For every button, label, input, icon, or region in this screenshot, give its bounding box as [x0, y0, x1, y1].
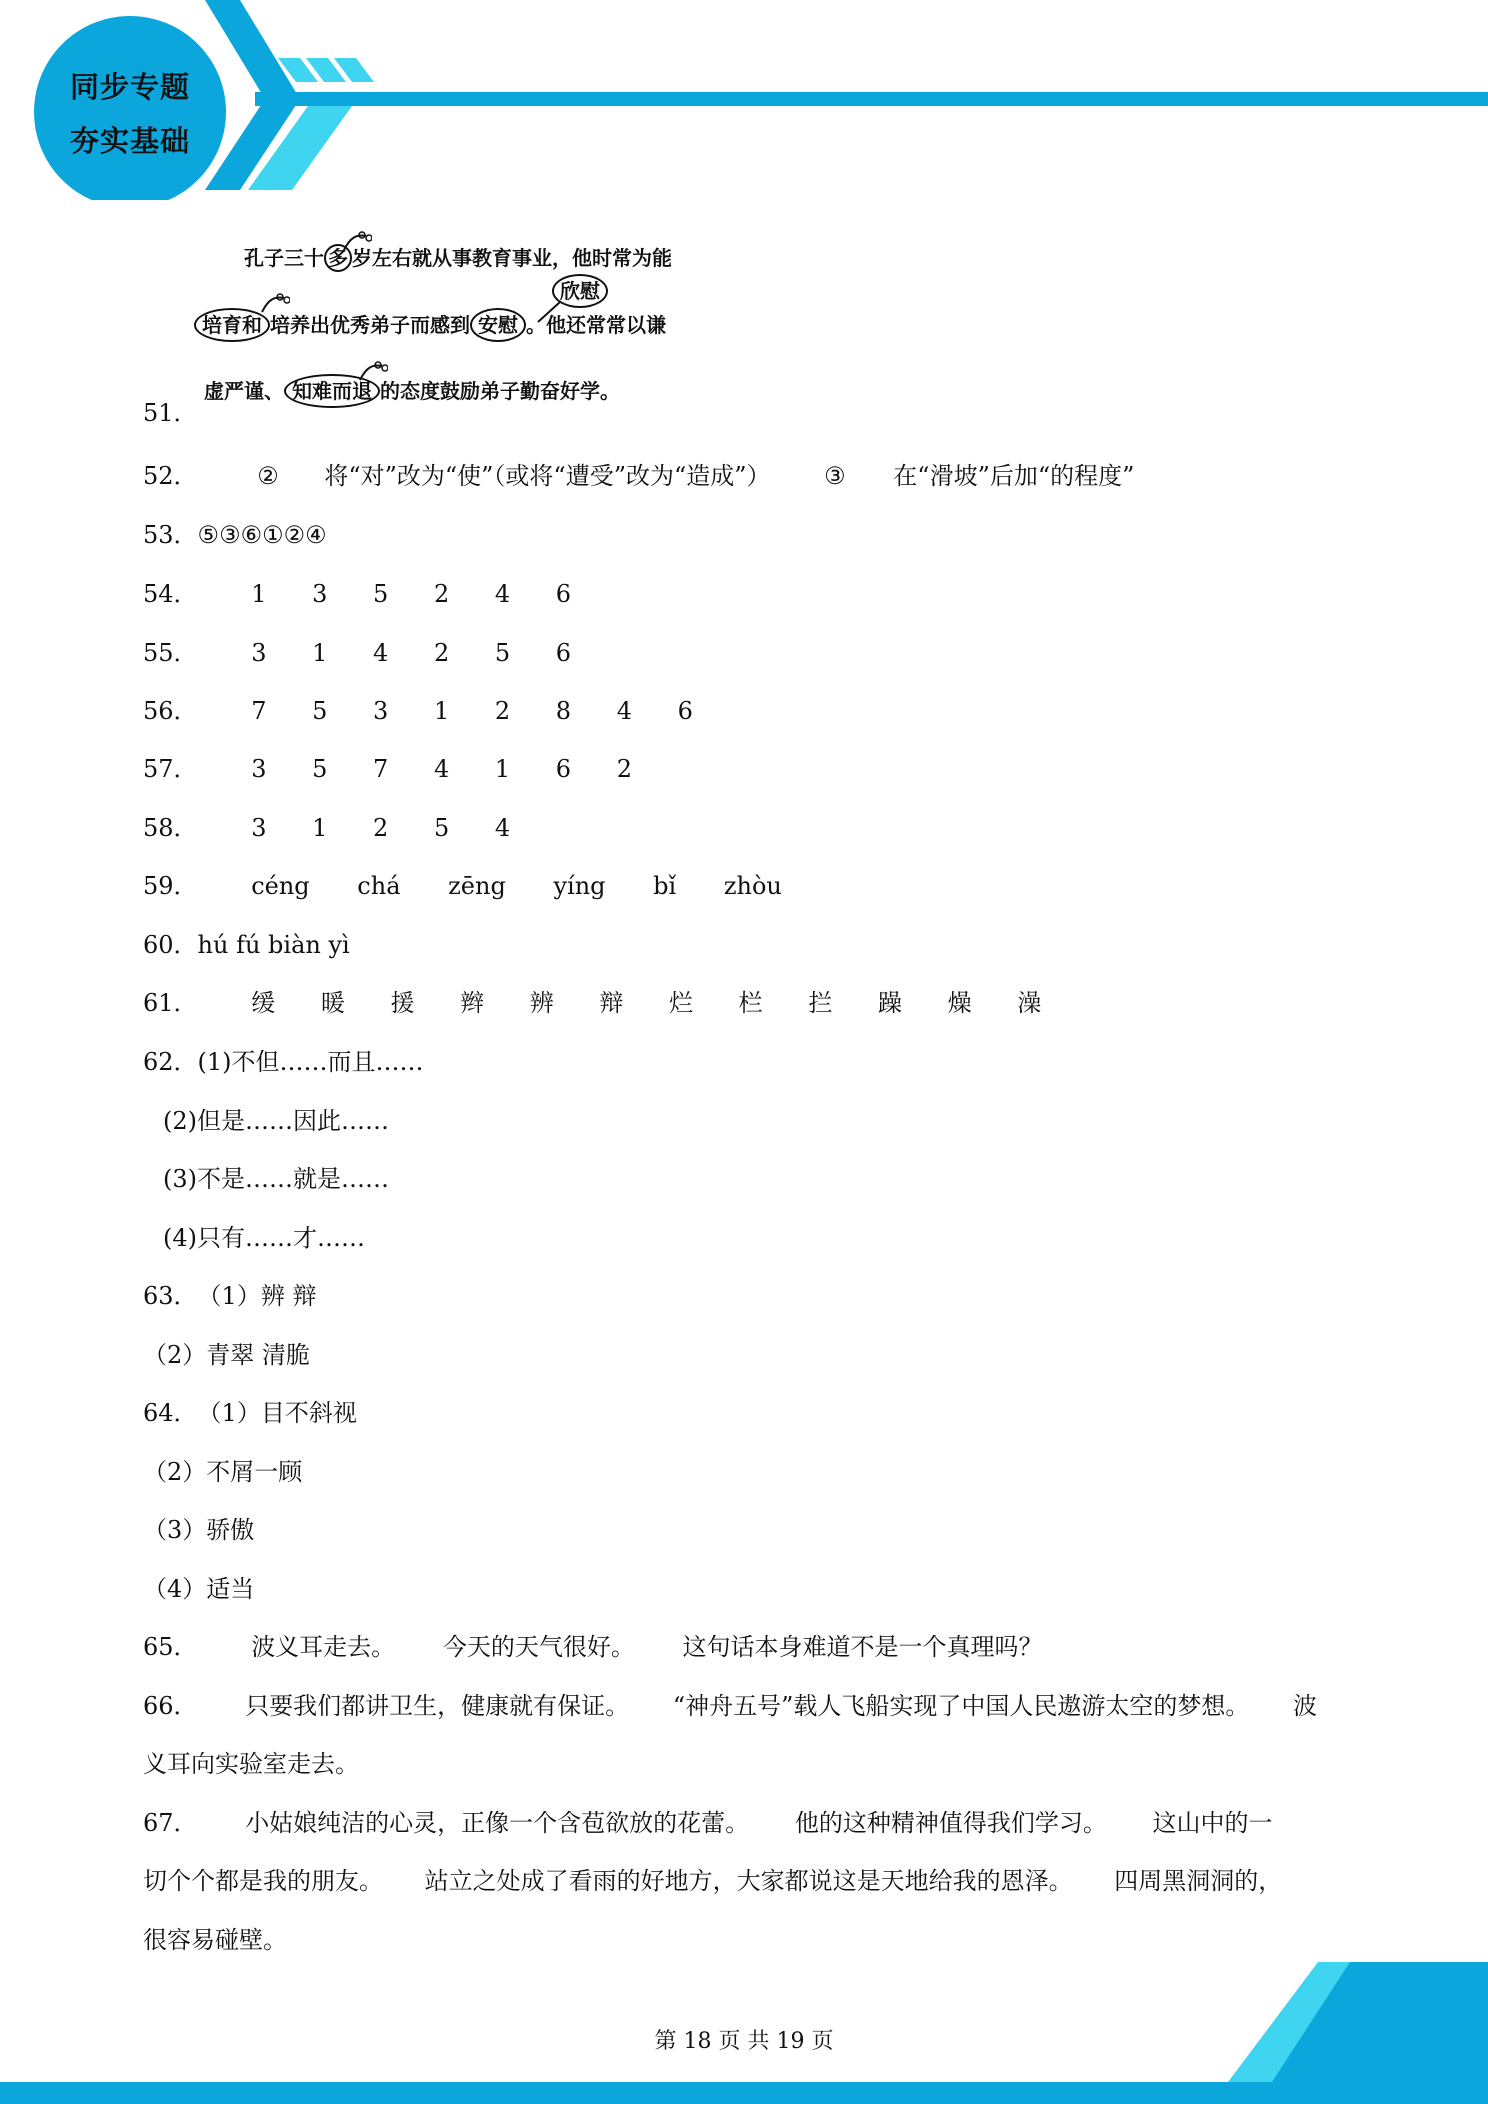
question-number: 56． — [143, 697, 198, 725]
question-number: 67． — [143, 1809, 198, 1837]
answer-token: 7 — [373, 755, 389, 783]
snippet-text: 的态度鼓励弟子勤奋好学。 — [380, 379, 620, 403]
question-number: 60． — [143, 931, 198, 959]
answer-token: 5 — [494, 639, 511, 667]
answer-text: (2)但是……因此…… — [163, 1107, 389, 1135]
answer-token: 3 — [251, 814, 267, 842]
answer-token: 四周黑洞洞的， — [1114, 1867, 1283, 1895]
answer-text: ⑤③⑥①②④ — [197, 521, 327, 549]
snippet-line-1 — [244, 242, 672, 272]
answer-token: 1 — [312, 639, 328, 667]
question-number: 64． — [143, 1399, 198, 1427]
answer-token: 波义耳走去。 — [251, 1633, 396, 1661]
answer-text: （1）辨 辩 — [197, 1282, 317, 1310]
answer-text: （2）不屑一顾 — [143, 1458, 303, 1486]
answer-token: 澡 — [1017, 989, 1042, 1017]
snippet-text: 。他还常常以谦 — [526, 313, 666, 337]
answer-text: (4)只有……才…… — [163, 1224, 365, 1252]
answer-62-line-2 — [163, 1104, 389, 1138]
answer-text: (1)不但……而且…… — [197, 1048, 424, 1076]
answer-text: (3)不是……就是…… — [163, 1165, 389, 1193]
answer-text: 义耳向实验室走去。 — [143, 1750, 359, 1778]
answer-token: “神舟五号”载人飞船实现了中国人民遨游太空的梦想。 — [672, 1692, 1250, 1720]
snippet-oval: 欣慰 — [552, 274, 608, 308]
answer-token: chá — [357, 872, 401, 900]
answer-53 — [143, 518, 327, 552]
answer-token: 1 — [433, 697, 450, 725]
answer-token: 站立之处成了看雨的好地方，大家都说这是天地给我的恩泽。 — [424, 1867, 1073, 1895]
answer-token: bǐ — [653, 872, 677, 900]
snippet-text: 培养出优秀弟子而感到 — [270, 313, 470, 337]
answer-54 — [143, 577, 571, 611]
answer-token: 小姑娘纯洁的心灵，正像一个含苞欲放的花蕾。 — [245, 1809, 750, 1837]
answer-token: 这山中的一 — [1152, 1809, 1273, 1837]
question-number: 57． — [143, 755, 198, 783]
answer-token: 5 — [373, 580, 389, 608]
answer-62-line-1 — [143, 1045, 424, 1079]
question-number: 55． — [143, 639, 198, 667]
question-number: 51． — [143, 399, 198, 427]
page-number: 第 18 页 共 19 页 — [654, 2029, 834, 2054]
answer-64-line-2 — [143, 1455, 302, 1489]
answer-67-line-2 — [143, 1864, 1282, 1898]
answer-text: （1）目不斜视 — [197, 1399, 357, 1427]
badge-line-1: 同步专题 — [69, 70, 190, 104]
answer-token: zēng — [448, 872, 506, 900]
snippet-line-3 — [204, 374, 620, 408]
proofread-mark-icon — [342, 230, 372, 252]
answer-token: 3 — [251, 755, 267, 783]
answer-token: 躁 — [877, 989, 902, 1017]
answer-63-line-1 — [143, 1279, 316, 1313]
answer-token: 缓 — [251, 989, 276, 1017]
answer-token: 将“对”改为“使”（或将“遭受”改为“造成”） — [324, 462, 771, 490]
answer-token: 2 — [616, 755, 632, 783]
q51-edit-snippet — [190, 228, 710, 414]
answer-token: ② — [257, 462, 279, 490]
answer-59 — [143, 869, 782, 903]
answer-token: 4 — [433, 755, 450, 783]
answer-token: 6 — [555, 755, 572, 783]
answer-token: 烂 — [669, 989, 694, 1017]
question-number: 53． — [143, 521, 198, 549]
answer-token: 这句话本身难道不是一个真理吗？ — [682, 1633, 1043, 1661]
answer-token: 辩 — [599, 989, 624, 1017]
answer-token: 他的这种精神值得我们学习。 — [794, 1809, 1107, 1837]
answer-token: 3 — [251, 639, 267, 667]
answer-token: 5 — [312, 697, 328, 725]
answer-66-line-1 — [143, 1689, 1317, 1723]
answer-57 — [143, 752, 632, 786]
answer-token: ③ — [824, 462, 846, 490]
answer-text: hú fú biàn yì — [197, 931, 350, 959]
answer-token: 今天的天气很好。 — [442, 1633, 635, 1661]
proofread-mark-icon — [260, 292, 290, 314]
answer-token: 1 — [494, 755, 511, 783]
answer-token: 4 — [616, 697, 632, 725]
answer-55 — [143, 636, 571, 670]
answer-60 — [143, 928, 350, 962]
answer-52 — [143, 459, 1134, 493]
question-number: 58． — [143, 814, 198, 842]
answer-token: 2 — [494, 697, 511, 725]
answer-token: 只要我们都讲卫生，健康就有保证。 — [245, 1692, 630, 1720]
answer-token: 4 — [494, 814, 511, 842]
answer-text: （4）适当 — [143, 1575, 255, 1603]
answer-token: 切个个都是我的朋友。 — [143, 1867, 383, 1895]
answer-63-line-2 — [143, 1338, 310, 1372]
answer-58 — [143, 811, 510, 845]
answer-text: （2）青翠 清脆 — [143, 1341, 310, 1369]
answer-token: 8 — [555, 697, 572, 725]
answer-token: 辨 — [529, 989, 554, 1017]
answer-token: 波 — [1293, 1692, 1318, 1720]
answer-token: 2 — [433, 639, 450, 667]
question-number: 65． — [143, 1633, 198, 1661]
answer-64-line-3 — [143, 1513, 254, 1547]
answer-56 — [143, 694, 693, 728]
answer-65 — [143, 1630, 1042, 1664]
answer-token: 6 — [555, 580, 572, 608]
answer-text: （3）骄傲 — [143, 1516, 255, 1544]
snippet-circled-char: 多 — [324, 244, 352, 272]
snippet-oval: 知难而退 — [284, 374, 380, 408]
answer-token: 3 — [312, 580, 328, 608]
question-number: 66． — [143, 1692, 198, 1720]
answer-67-line-1 — [143, 1806, 1272, 1840]
answer-token: 4 — [373, 639, 389, 667]
answer-token: yíng — [553, 872, 606, 900]
answer-62-line-4 — [163, 1221, 365, 1255]
question-number: 61． — [143, 989, 198, 1017]
question-number: 59． — [143, 872, 198, 900]
question-number: 63． — [143, 1282, 198, 1310]
answer-token: 在“滑坡”后加“的程度” — [893, 462, 1135, 490]
answer-token: 援 — [390, 989, 415, 1017]
answer-token: 燥 — [947, 989, 972, 1017]
snippet-text: 岁左右就从事教育事业，他时常为能 — [352, 246, 672, 270]
header-badge — [36, 38, 224, 190]
answer-token: 栏 — [738, 989, 763, 1017]
answer-token: zhòu — [723, 872, 782, 900]
answer-token: 6 — [555, 639, 572, 667]
answer-token: 1 — [251, 580, 267, 608]
answer-token: 2 — [433, 580, 450, 608]
answer-66-line-2 — [143, 1747, 359, 1781]
answer-64-line-1 — [143, 1396, 357, 1430]
answer-token: 4 — [494, 580, 511, 608]
snippet-text: 孔子三十 — [244, 246, 324, 270]
answer-token: 1 — [312, 814, 328, 842]
snippet-oval: 培育和 — [194, 308, 270, 342]
answer-token: 辫 — [460, 989, 485, 1017]
answer-token: 拦 — [808, 989, 833, 1017]
snippet-text: 虚严谨、 — [204, 379, 284, 403]
answer-51 — [143, 396, 198, 430]
answer-61 — [143, 986, 1041, 1020]
answer-62-line-3 — [163, 1162, 389, 1196]
badge-line-2: 夯实基础 — [69, 124, 190, 158]
answer-token: 7 — [251, 697, 267, 725]
answer-token: céng — [251, 872, 310, 900]
answer-token: 3 — [373, 697, 389, 725]
question-number: 52． — [143, 462, 198, 490]
question-number: 62． — [143, 1048, 198, 1076]
answer-64-line-4 — [143, 1572, 254, 1606]
answer-text: 很容易碰壁。 — [143, 1926, 287, 1954]
snippet-oval: 安慰 — [470, 308, 526, 342]
answer-token: 暖 — [320, 989, 345, 1017]
proofread-mark-icon — [358, 360, 388, 382]
question-number: 54． — [143, 580, 198, 608]
answer-token: 2 — [373, 814, 389, 842]
answer-token: 5 — [433, 814, 450, 842]
answer-token: 6 — [677, 697, 693, 725]
connector-line — [534, 300, 564, 324]
answer-token: 5 — [312, 755, 328, 783]
